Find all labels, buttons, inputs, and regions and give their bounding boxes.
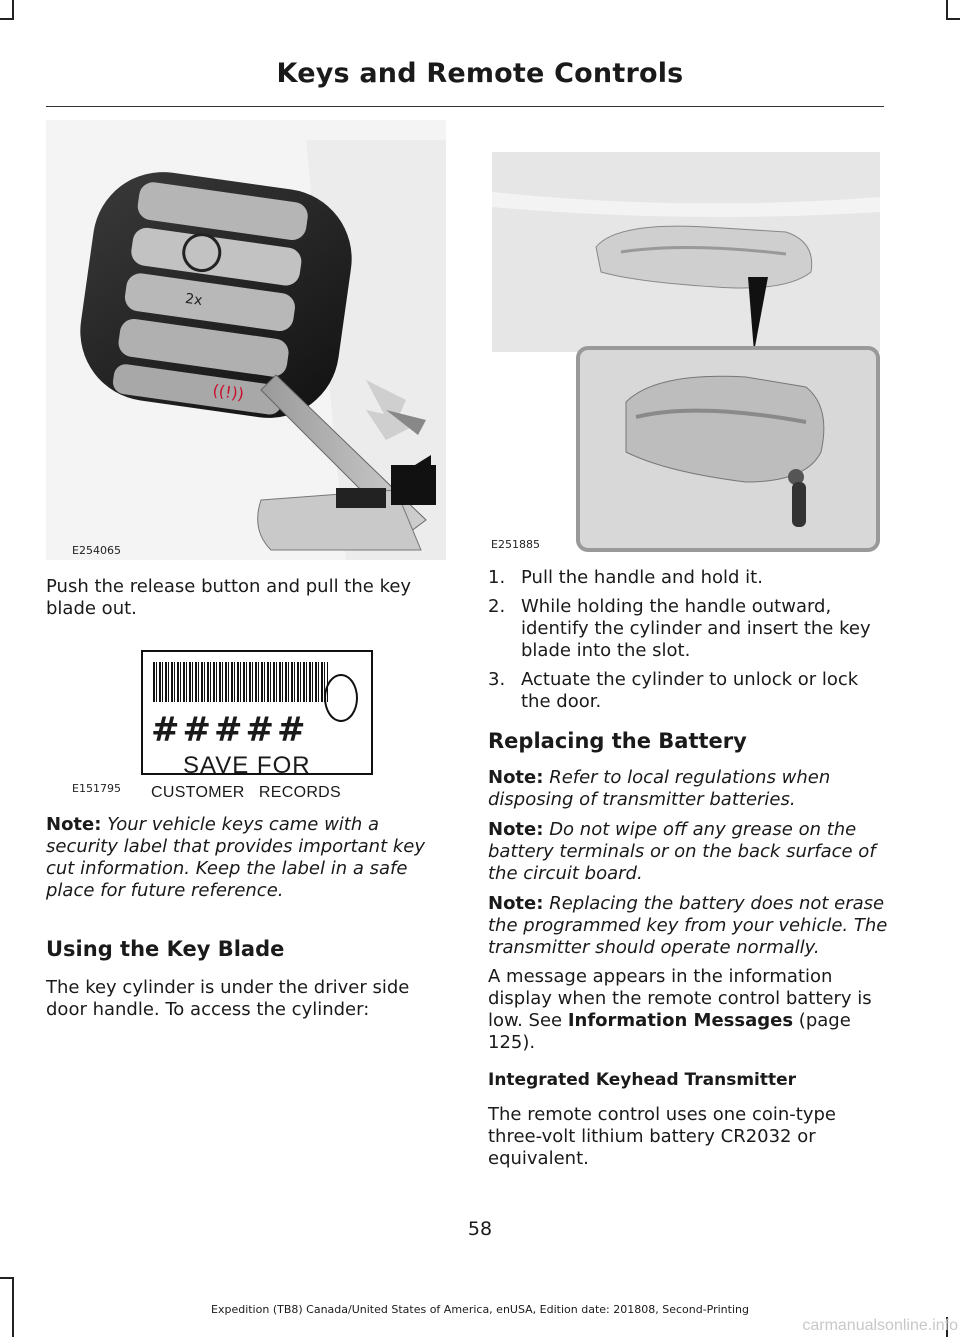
figure-code: E151795: [72, 782, 121, 795]
figure-code: E254065: [72, 544, 121, 557]
list-item: 2. While holding the handle outward, identify the cylinder and insert the key blade into the slot.: [488, 596, 871, 661]
list-item: 1. Pull the handle and hold it.: [488, 567, 763, 588]
note-grease: Note: Do not wipe off any grease on the battery terminals or on the back surface of the circuit board.: [488, 819, 876, 884]
security-label: [141, 650, 373, 801]
barcode-icon: [153, 662, 328, 702]
note-label: Note:: [46, 814, 102, 835]
svg-text:2x: 2x: [184, 290, 204, 310]
information-messages-link[interactable]: Information Messages: [567, 1010, 794, 1031]
crop-mark: [0, 18, 14, 20]
crop-mark: [12, 0, 14, 20]
page-number: 58: [467, 1218, 493, 1240]
battery-message-text: A message appears in the information display when the remote control battery is low. See Information Messages (page 125).: [488, 966, 872, 1053]
note-security-label: [46, 814, 441, 902]
customer-records-text: CUSTOMER RECORDS: [151, 784, 342, 801]
key-blade-text: The key cylinder is under the driver side door handle. To access the cylinder:: [46, 977, 410, 1020]
intro-text: Push the release button and pull the key blade out.: [46, 576, 412, 619]
save-for-text: SAVE FOR: [183, 752, 311, 779]
steps-list: [488, 567, 888, 720]
watermark: carmanualsonline.info: [802, 1317, 958, 1334]
oval-icon: [324, 674, 358, 722]
section-heading: Using the Key Blade: [46, 937, 285, 961]
section-heading: Replacing the Battery: [488, 729, 747, 753]
key-fob-illustration: [46, 120, 446, 560]
crop-mark: [0, 1277, 14, 1279]
header-divider: [46, 106, 884, 107]
list-item: 3. Actuate the cylinder to unlock or lock the door.: [488, 669, 859, 712]
note-text: Your vehicle keys came with a security label that provides important key cut information. Keep the label in a safe place for future reference.: [46, 814, 426, 901]
crop-mark: [946, 18, 960, 20]
footer-text: Expedition (TB8) Canada/United States of America, enUSA, Edition date: 201808, Second-Printing: [211, 1303, 749, 1316]
svg-text:((!)): ((!)): [211, 380, 246, 404]
subsection-heading: Integrated Keyhead Transmitter: [488, 1070, 797, 1090]
note-programmed-key: Note: Replacing the battery does not erase the programmed key from your vehicle. The transmitter should operate normally.: [488, 893, 888, 958]
page-title: Keys and Remote Controls: [276, 58, 684, 89]
battery-type-text: The remote control uses one coin-type three-volt lithium battery CR2032 or equivalent.: [488, 1104, 836, 1169]
door-handle-icon: [486, 152, 884, 560]
figure-code: E251885: [491, 538, 540, 551]
note-disposal: Note: Refer to local regulations when disposing of transmitter batteries.: [488, 767, 831, 810]
crop-mark: [946, 0, 948, 20]
door-handle-illustration: [486, 152, 884, 560]
key-fob-icon: [46, 120, 446, 560]
key-cut-placeholder: #####: [151, 710, 309, 750]
